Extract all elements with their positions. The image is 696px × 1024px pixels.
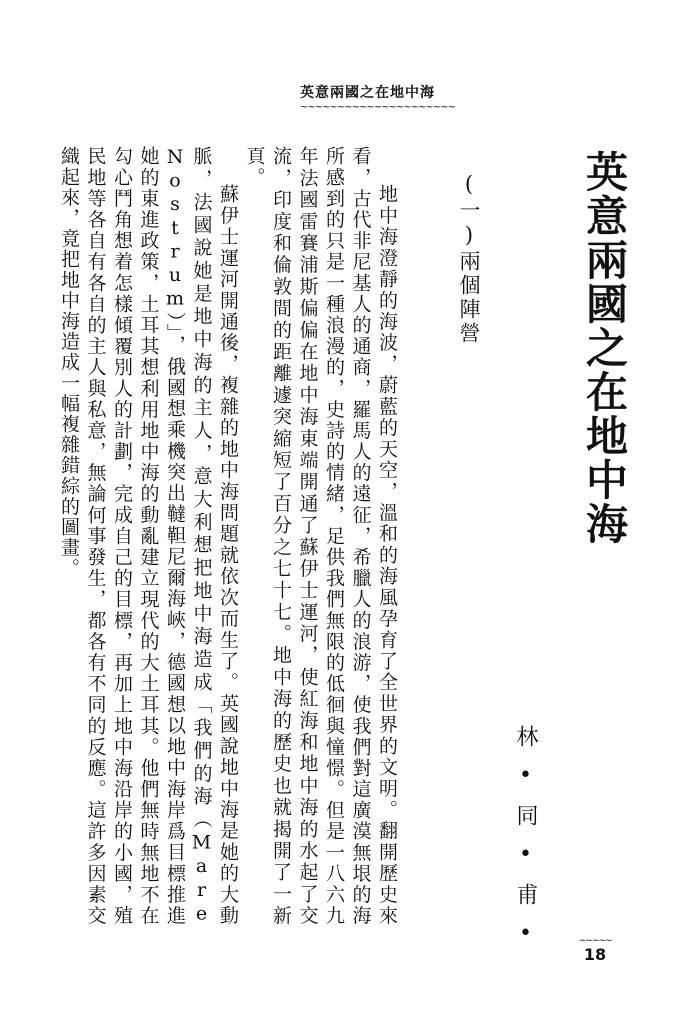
article-body xyxy=(58,146,400,926)
article-title: 英意兩國之在地中海 xyxy=(580,150,629,546)
running-title: 英意兩國之在地中海 xyxy=(300,85,435,101)
header-wave-ornament: ~~~~~~~~~~~~~~~~~~~~~ xyxy=(300,102,455,113)
paragraph-2: 蘇伊士運河開通後，複雜的地中海問題就依次而生了。英國說地中海是她的大動脈，法國說她是地中海的主人，意大利想把地中海造成「我們的海（Mare Nostrum）」，俄國想乘機突出韃靼尼爾海峽，德國想以地中海岸爲目標推進她的東進政策，土耳其想利用地中海的動亂建立現代的大土耳其。他們無時無地不在勾心鬥角想着怎樣傾覆別人的計劃，完成自己的目標，再加上地中海沿岸的小國，殖民地等各自有各自的主人與私意，無論何事發生，都各有不同的反應。這許多因素交織起來，竟把地中海造成一幅複雜錯綜的圖畫。 xyxy=(58,146,239,926)
page-wave-ornament: ~~~~~ xyxy=(578,936,612,946)
author-name: 林•同•甫• xyxy=(513,725,538,962)
page-footer xyxy=(575,937,615,964)
paragraph-1: 地中海澄靜的海波，蔚藍的天空，溫和的海風孕育了全世界的文明。翻開歷史來看，古代非尼基人的通商，羅馬人的遠征，希臘人的浪游，使我們對這廣漠無垠的海所感到的只是一種浪漫的，史詩的情緒，足供我們無限的低徊與憧憬。但是一八六九年法國雷賽浦斯偏偏在地中海東端開通了蘇伊士運河，使紅海和地中海的水起了交流，印度和倫敦間的距離遽突縮短了百分之七十七。地中海的歷史也就揭開了一新頁。 xyxy=(243,146,398,926)
section-heading: (一)兩個陣營 xyxy=(457,172,481,346)
page-number: 18 xyxy=(583,945,607,964)
running-header xyxy=(300,82,455,113)
